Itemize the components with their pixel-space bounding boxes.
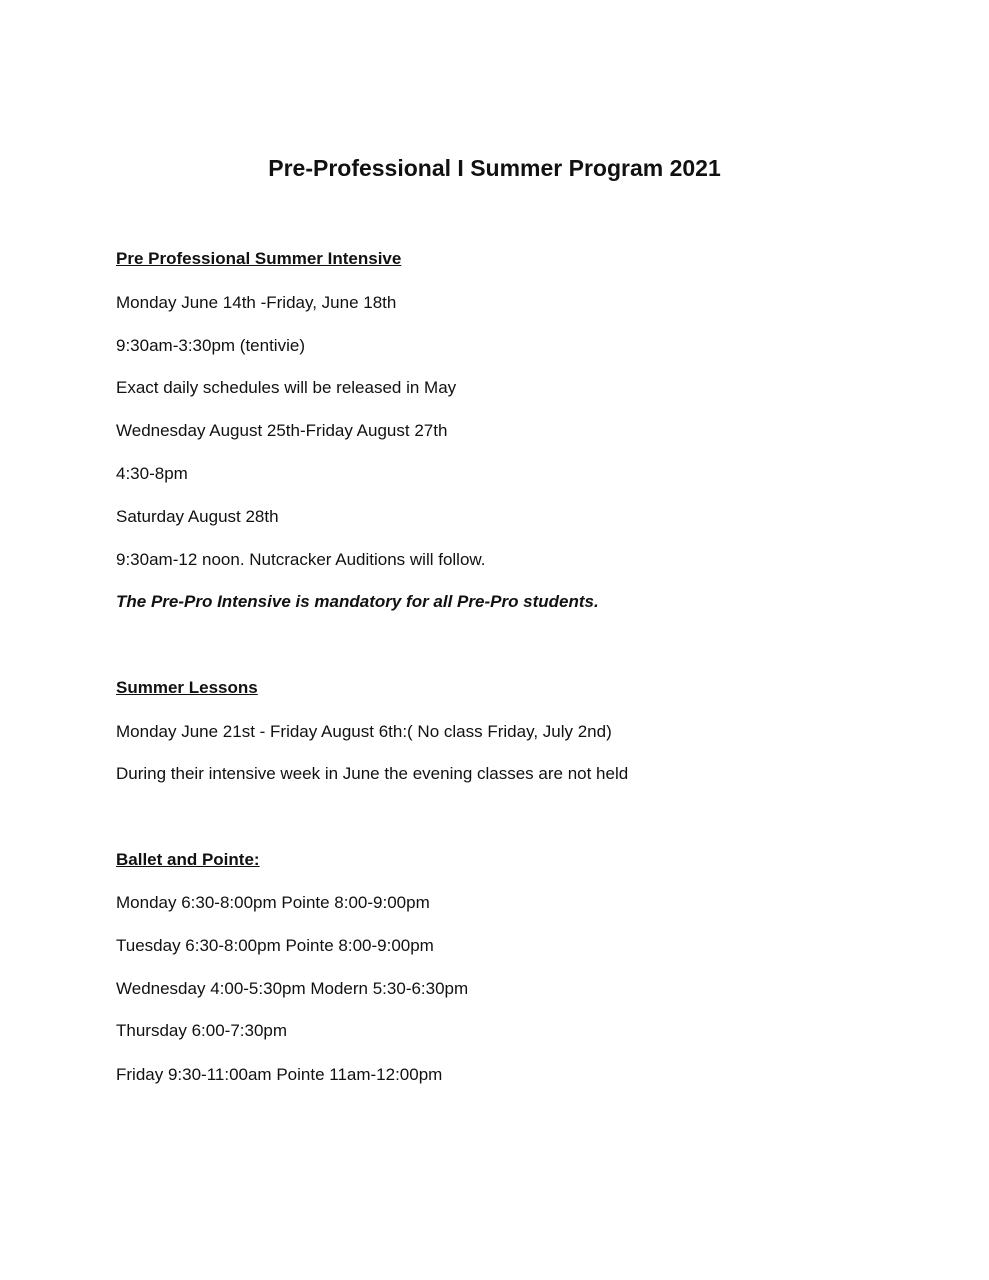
ballet-heading: Ballet and Pointe: <box>116 850 260 869</box>
lessons-line: Monday June 21st - Friday August 6th:( No class Friday, July 2nd) <box>116 722 612 741</box>
lessons-heading: Summer Lessons <box>116 678 258 697</box>
intensive-line: Monday June 14th -Friday, June 18th <box>116 293 397 312</box>
intensive-line: Exact daily schedules will be released in May <box>116 378 457 397</box>
ballet-schedule-line: Monday 6:30-8:00pm Pointe 8:00-9:00pm <box>116 893 430 912</box>
intensive-line: Saturday August 28th <box>116 507 279 526</box>
intensive-line: 9:30am-12 noon. Nutcracker Auditions will follow. <box>116 550 486 569</box>
page-title: Pre-Professional I Summer Program 2021 <box>268 155 721 181</box>
ballet-schedule-line: Thursday 6:00-7:30pm <box>116 1021 288 1040</box>
lessons-line: During their intensive week in June the evening classes are not held <box>116 764 629 783</box>
intensive-mandatory-note: The Pre-Pro Intensive is mandatory for all Pre-Pro students. <box>116 592 599 611</box>
ballet-schedule-line: Wednesday 4:00-5:30pm Modern 5:30-6:30pm <box>116 979 469 998</box>
ballet-schedule-line: Tuesday 6:30-8:00pm Pointe 8:00-9:00pm <box>116 936 434 955</box>
intensive-line: 4:30-8pm <box>116 464 188 483</box>
intensive-line: 9:30am-3:30pm (tentivie) <box>116 336 305 355</box>
ballet-schedule-line: Friday 9:30-11:00am Pointe 11am-12:00pm <box>116 1065 443 1084</box>
intensive-line: Wednesday August 25th-Friday August 27th <box>116 421 448 440</box>
intensive-heading: Pre Professional Summer Intensive <box>116 249 402 268</box>
